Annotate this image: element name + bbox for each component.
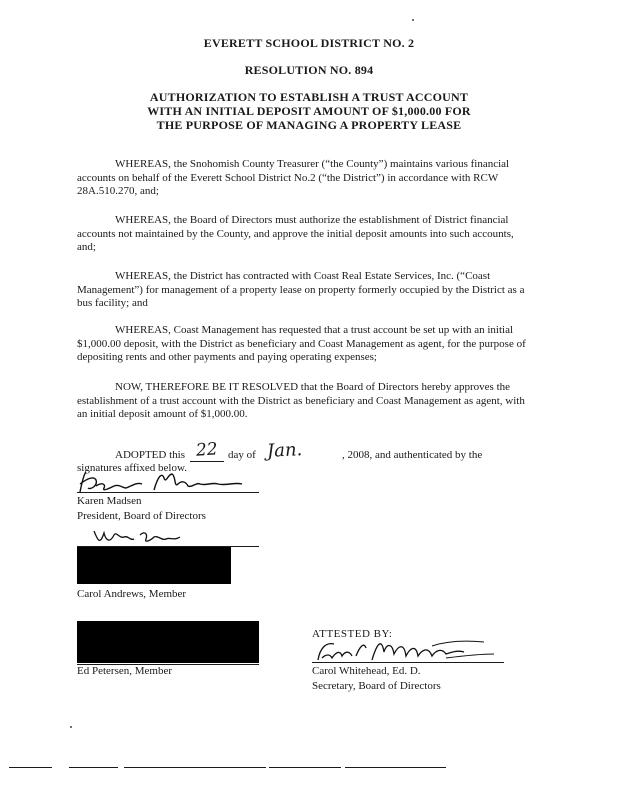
- attested-by-label: ATTESTED BY:: [312, 628, 393, 640]
- adopted-month-handwritten: Jan.: [266, 439, 303, 462]
- resolved-paragraph: NOW, THEREFORE BE IT RESOLVED that the Board of Directors hereby approves the establishment of a trust account with the District as beneficiary and Coast Management as agent, with an initial deposit amount of $1,000.00.: [77, 381, 525, 421]
- footer-rule-2: [69, 767, 118, 768]
- title-line-1: AUTHORIZATION TO ESTABLISH A TRUST ACCOUNT: [149, 90, 469, 104]
- adopted-day-of: day of: [228, 449, 256, 461]
- resolution-number: RESOLUTION NO. 894: [244, 63, 374, 77]
- whereas-paragraph-3: WHEREAS, the District has contracted with Coast Real Estate Services, Inc. (“Coast Management”) for management of a property lease on property formerly occupied by the District as a bus facility; and: [77, 270, 525, 310]
- whitehead-title: Secretary, Board of Directors: [312, 680, 441, 692]
- madsen-name: Karen Madsen: [77, 495, 142, 507]
- madsen-signature-line: [77, 492, 259, 493]
- title-line-3: THE PURPOSE OF MANAGING A PROPERTY LEASE: [156, 118, 462, 132]
- resolution-title: [0, 90, 618, 132]
- footer-rule-3: [124, 767, 266, 768]
- redaction-block-2: [77, 621, 259, 663]
- adopted-line-2: signatures affixed below.: [77, 462, 187, 474]
- whitehead-name: Carol Whitehead, Ed. D.: [312, 665, 421, 677]
- whereas-paragraph-2: WHEREAS, the Board of Directors must authorize the establishment of District financial accounts not maintained by the County, and approve the initial deposit amounts into such accounts, and;: [77, 214, 514, 254]
- whereas-paragraph-1: WHEREAS, the Snohomish County Treasurer (“the County”) maintains various financial accounts on behalf of the Everett School District No.2 (“the District”) in accordance with RCW 28A.510.270, and;: [77, 158, 510, 198]
- day-line: [190, 461, 224, 462]
- district-name: EVERETT SCHOOL DISTRICT NO. 2: [203, 36, 415, 50]
- petersen-name: Ed Petersen, Member: [77, 665, 172, 677]
- scan-speck-1: [412, 19, 414, 21]
- scan-speck-2: [70, 726, 72, 728]
- footer-rule-1: [9, 767, 52, 768]
- madsen-title: President, Board of Directors: [77, 510, 206, 522]
- footer-rule-5: [345, 767, 446, 768]
- redaction-block-1: [77, 547, 231, 584]
- whitehead-signature-line: [312, 662, 504, 663]
- adopted-day-handwritten: 22: [195, 439, 219, 461]
- footer-rule-4: [269, 767, 341, 768]
- andrews-name: Carol Andrews, Member: [77, 588, 187, 600]
- adopted-prefix: ADOPTED this: [115, 449, 185, 461]
- adopted-suffix: , 2008, and authenticated by the: [342, 449, 483, 461]
- whereas-paragraph-4: WHEREAS, Coast Management has requested that a trust account be set up with an initial $1,000.00 deposit, with the District as beneficiary and Coast Management as agent, for the purpose of depositing rents and other payments and paying operating expenses;: [77, 324, 526, 364]
- title-line-2: WITH AN INITIAL DEPOSIT AMOUNT OF $1,000.00 FOR: [147, 104, 471, 118]
